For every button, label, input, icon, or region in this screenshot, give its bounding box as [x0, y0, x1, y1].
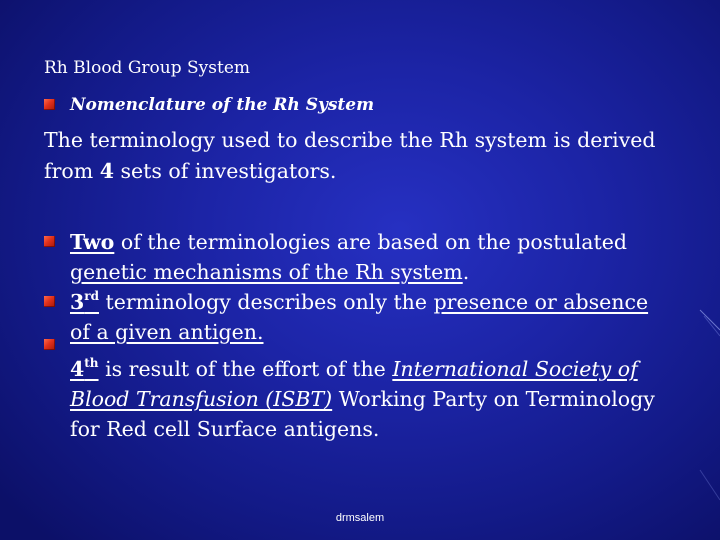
item-lead-suffix: th [84, 356, 99, 371]
intro-text-1: The terminology used to describe the Rh system is derived from [44, 128, 656, 183]
bullet-icon [44, 339, 55, 350]
item-lead [70, 290, 99, 314]
item-org-name: International Society of Blood Transfusion (ISBT) [70, 357, 638, 411]
item-lead-number: 3 [70, 290, 85, 314]
intro-paragraph [44, 125, 684, 187]
item-text: is result of the effort of the [105, 357, 386, 381]
item-lead: Two [70, 230, 115, 254]
item-lead-suffix: rd [84, 289, 99, 304]
item-underlined: presence or absence [433, 290, 649, 314]
item-underlined: of a given antigen. [70, 320, 264, 344]
item-text: of the terminologies are based on the postulated [120, 230, 628, 254]
item-tail: Working Party on Terminology for Red cell Surface antigens. [70, 387, 655, 441]
item-lead-number: 4 [70, 357, 85, 381]
slide-title: Rh Blood Group System [44, 58, 251, 78]
bullet-icon [44, 296, 55, 307]
footer-author: drmsalem [335, 512, 385, 524]
list-item [70, 287, 670, 347]
item-tail: . [462, 260, 470, 284]
item-text: terminology describes only the [105, 290, 428, 314]
list-item [70, 354, 670, 444]
item-underlined: genetic mechanisms of the Rh system [70, 260, 463, 284]
item-lead [70, 357, 99, 381]
intro-text-2: sets of investigators. [120, 159, 337, 183]
bullet-icon [44, 99, 55, 110]
subheading: Nomenclature of the Rh System [70, 95, 375, 115]
list-item [70, 227, 670, 287]
intro-number: 4 [99, 159, 114, 183]
bullet-icon [44, 236, 55, 247]
